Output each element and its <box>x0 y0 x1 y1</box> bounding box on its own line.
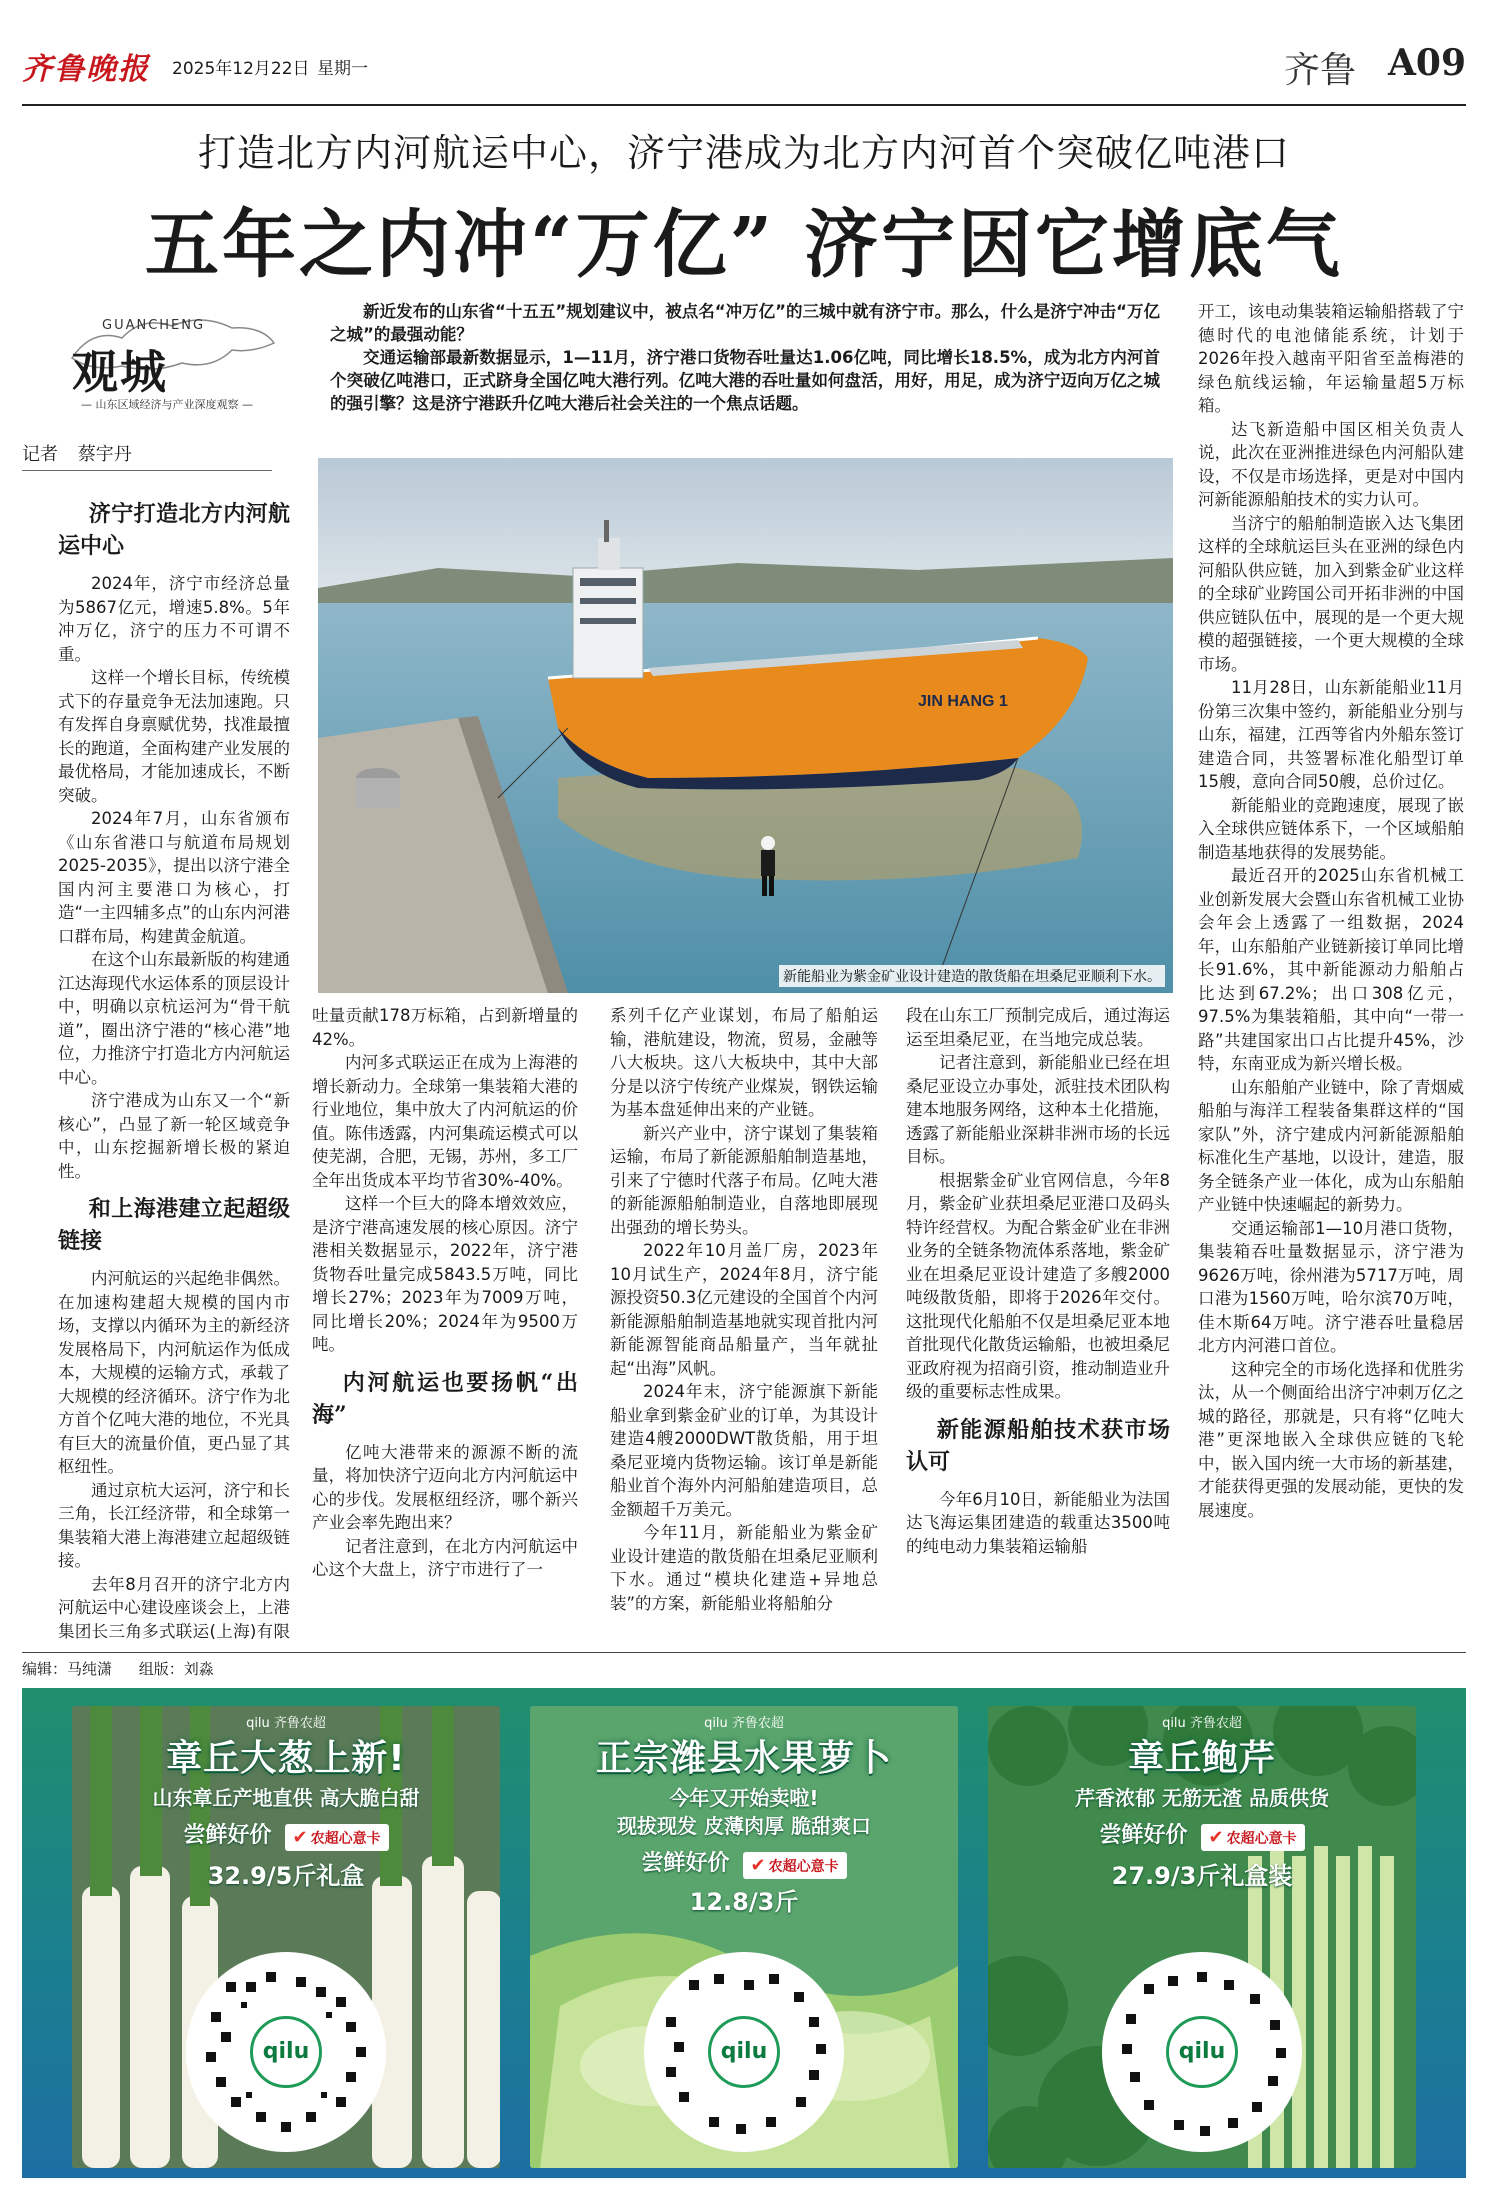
ad-tagline-2: 现拔现发 皮薄肉厚 脆甜爽口 <box>617 1814 871 1838</box>
photo-caption: 新能船业为紫金矿业设计建造的散货船在坦桑尼亚顺利下水。 <box>779 965 1165 987</box>
byline-name: 蔡宇丹 <box>77 444 132 465</box>
ad-brand: qilu 齐鲁农超 <box>1162 1716 1242 1731</box>
ad-price-label: 尝鲜好价 <box>183 1823 272 1848</box>
article-column-1 <box>58 488 290 1642</box>
section-heading: 内河航运也要扬帆“出海” <box>312 1369 578 1428</box>
qr-center-logo <box>250 2016 322 2088</box>
byline <box>22 440 272 471</box>
paragraph: 11月28日，山东新能船业11月份第三次集中签约，新能船业分别与山东，福建，江西等省内外船东签订建造合同，共签署标准化船型订单15艘，意向合同50艘，总价过亿。 <box>1198 678 1464 791</box>
paragraph: 吐量贡献178万标箱，占到新增量的42%。 <box>312 1006 578 1049</box>
issue-weekday: 星期一 <box>317 59 368 79</box>
ad-title: 章丘大葱上新! <box>166 1738 406 1779</box>
column-logo-latin: GUANCHENG <box>102 318 206 333</box>
paragraph: 亿吨大港带来的源源不断的流量，将加快济宁迈向北方内河航运中心的步伐。发展枢纽经济，哪个新兴产业会率先跑出来？ <box>312 1442 578 1532</box>
paragraph: 新能船业的竞跑速度，展现了嵌入全球供应链体系下，一个区域船舶制造基地获得的发展势能。 <box>1198 795 1464 862</box>
ship-illustration <box>318 458 1173 993</box>
ad-card-scallion[interactable] <box>72 1706 500 2168</box>
paragraph: 开工，该电动集装箱运输船搭载了宁德时代的电池储能系统，计划于2026年投入越南平阳省至盖梅港的绿色航线运输，年运输量超5万标箱。 <box>1198 302 1464 415</box>
paragraph: 最近召开的2025山东省机械工业创新发展大会暨山东省机械工业协会年会上透露了一组数据，2024年，山东船舶产业链新接订单同比增长91.6%，其中新能源动力船舶占比达到67.2%；出口308亿元，97.5%为集装箱船，其中向“一带一路”共建国家出口占比提升45%，沙特，东南亚成为新兴增长极。 <box>1198 866 1464 1073</box>
ad-brand: qilu 齐鲁农超 <box>704 1716 784 1731</box>
paragraph: 2022年10月盖厂房，2023年10月试生产，2024年8月，济宁能源投资50.3亿元建设的全国首个内河新能源船舶制造基地就实现首批内河新能源智能商品船量产，当年就扯起“出海”风帆。 <box>610 1241 878 1378</box>
issue-date: 2025年12月22日 <box>172 59 310 79</box>
page-header <box>22 40 1466 100</box>
qr-code-icon[interactable] <box>1102 1952 1302 2152</box>
qr-logo-text: qilu <box>262 2039 310 2064</box>
qr-logo-text: qilu <box>1178 2039 1226 2064</box>
paragraph: 今年11月，新能船业为紫金矿业设计建造的散货船在坦桑尼亚顺利下水。通过“模块化建造+异地总装”的方案，新能船业将船舶分 <box>610 1523 878 1613</box>
column-logo-tagline: — 山东区域经济与产业深度观察 — <box>81 398 253 411</box>
byline-label: 记者 <box>22 444 58 465</box>
editor-credit: 编辑：马纯潇 <box>22 1660 113 1678</box>
paragraph: 2024年7月，山东省颁布《山东省港口与航道布局规划2025-2035》，提出以济宁港全国内河主要港口为核心，打造“一主四辅多点”的山东内河港口群布局，构建黄金航道。 <box>58 809 290 946</box>
ad-tagline: 芹香浓郁 无筋无渣 品质供货 <box>1075 1786 1329 1810</box>
section-heading: 和上海港建立起超级链接 <box>58 1196 290 1254</box>
ad-badge-text: 农超心意卡 <box>310 1831 381 1847</box>
paragraph: 通过京杭大运河，济宁和长三角，长江经济带，和全球第一集装箱大港上海港建立起超级链接。 <box>58 1480 290 1570</box>
lead-paragraph: 新近发布的山东省“十五五”规划建议中，被点名“冲万亿”的三城中就有济宁市。那么，什么是济宁冲击“万亿之城”的最强动能？ <box>330 302 1160 344</box>
ad-card-celery[interactable] <box>988 1706 1416 2168</box>
paragraph: 这样一个增长目标，传统模式下的存量竞争无法加速跑。只有发挥自身禀赋优势，找准最擅长的跑道，全面构建产业发展的最优格局，才能加速成长，不断突破。 <box>58 668 290 805</box>
paragraph: 段在山东工厂预制完成后，通过海运运至坦桑尼亚，在当地完成总装。 <box>906 1006 1170 1049</box>
check-icon: ✔ <box>750 1855 766 1876</box>
ad-tagline: 山东章丘产地直供 高大脆白甜 <box>152 1786 420 1810</box>
ad-brand: qilu 齐鲁农超 <box>246 1716 326 1731</box>
qr-code-icon[interactable] <box>644 1952 844 2152</box>
ad-badge <box>743 1852 847 1879</box>
paragraph: 达飞新造船中国区相关负责人说，此次在亚洲推进绿色内河船队建设，不仅是市场选择，更是对中国内河新能源船舶技术的实力认可。 <box>1198 419 1464 509</box>
ad-badge <box>1201 1824 1305 1851</box>
ad-price-row <box>988 1818 1416 1851</box>
ad-card-radish[interactable] <box>530 1706 958 2168</box>
paragraph: 内河航运的兴起绝非偶然。在加速构建超大规模的国内市场，支撑以内循环为主的新经济发展格局下，内河航运作为低成本，大规模的运输方式，承载了大规模的经济循环。济宁作为北方首个亿吨大港的地位，不光具有巨大的流量价值，更凸显了其枢纽性。 <box>58 1269 290 1476</box>
article-column-2 <box>312 1004 578 1642</box>
ad-price-label: 尝鲜好价 <box>1099 1823 1188 1848</box>
paragraph: 这样一个巨大的降本增效效应，是济宁港高速发展的核心原因。济宁港相关数据显示，2022年，济宁港货物吞吐量完成5843.5万吨，同比增长27%；2023年为7009万吨，同比增长20%；2024年为9500万吨。 <box>312 1194 578 1354</box>
paragraph: 在这个山东最新版的构建通江达海现代水运体系的顶层设计中，明确以京杭运河为“骨干航道”，圈出济宁港的“核心港”地位，力推济宁打造北方内河航运中心。 <box>58 950 290 1087</box>
column-logo <box>22 300 312 420</box>
paragraph: 2024年末，济宁能源旗下新能船业拿到紫金矿业的订单，为其设计建造4艘2000DWT散货船，用于坦桑尼亚境内货物运输。该订单是新能船业首个海外内河船舶建造项目，总金额超千万美元。 <box>610 1382 878 1519</box>
ship-photo <box>318 458 1173 993</box>
paragraph: 记者注意到，新能船业已经在坦桑尼亚设立办事处，派驻技术团队构建本地服务网络，这种本土化措施，透露了新能船业深耕非洲市场的长远目标。 <box>906 1053 1170 1166</box>
qr-center-logo <box>708 2016 780 2088</box>
ship-name-label: JIN HANG 1 <box>918 693 1008 710</box>
ad-badge-text: 农超心意卡 <box>1226 1831 1297 1847</box>
masthead-logo: 齐鲁晚报 <box>22 52 150 87</box>
ad-price-row <box>72 1818 500 1851</box>
ad-price: 32.9/5斤礼盒 <box>207 1862 365 1890</box>
ad-tagline: 今年又开始卖啦! <box>669 1786 819 1810</box>
ad-title: 章丘鲍芹 <box>1127 1738 1276 1779</box>
qr-logo-text: qilu <box>720 2039 768 2064</box>
ad-price-row <box>530 1846 958 1879</box>
ad-title: 正宗潍县水果萝卜 <box>595 1738 892 1779</box>
paragraph: 这种完全的市场化选择和优胜劣汰，从一个侧面给出济宁冲刺万亿之城的路径，那就是，只有将“亿吨大港”更深地嵌入全球供应链的飞轮中，嵌入国内统一大市场的新基建，才能获得更强的发展动能，更快的发展速度。 <box>1198 1359 1464 1520</box>
paragraph: 根据紫金矿业官网信息，今年8月，紫金矿业获坦桑尼亚港口及码头特许经营权。为配合紫金矿业在非洲业务的全链条物流体系落地，紫金矿业在坦桑尼亚设计建造了多艘2000吨级散货船，即将于2026年交付。这批现代化船舶不仅是坦桑尼亚本地首批现代化散货运输船，也被坦桑尼亚政府视为招商引资，推动制造业升级的重要标志性成果。 <box>906 1170 1170 1401</box>
section-heading: 新能源船舶技术获市场认可 <box>906 1416 1170 1475</box>
paragraph: 系列千亿产业谋划，布局了船舶运输，港航建设，物流，贸易，金融等八大板块。这八大板块中，其中大部分是以济宁传统产业煤炭，钢铁运输为基本盘延伸出来的产业链。 <box>610 1006 878 1119</box>
layout-credit: 组版：刘淼 <box>138 1660 214 1678</box>
ad-band <box>22 1688 1466 2178</box>
header-divider <box>22 104 1466 106</box>
article-column-4 <box>906 1004 1170 1642</box>
paragraph: 山东船舶产业链中，除了青烟威船舶与海洋工程装备集群这样的“国家队”外，济宁建成内河新能源船舶标准化生产基地，以设计，建造，服务全链条产业一体化，成为山东船舶产业链中快速崛起的新势力。 <box>1198 1077 1464 1214</box>
section-heading: 济宁打造北方内河航运中心 <box>58 501 290 559</box>
footer-divider <box>22 1652 1466 1653</box>
article-column-3 <box>610 1004 878 1642</box>
qr-code-icon[interactable] <box>186 1952 386 2152</box>
section-name: 齐鲁 <box>1283 50 1356 91</box>
ad-badge <box>285 1824 389 1851</box>
page-number: A09 <box>1387 42 1466 84</box>
qr-center-logo <box>1166 2016 1238 2088</box>
ad-badge-text: 农超心意卡 <box>768 1859 839 1875</box>
paragraph: 济宁港成为山东又一个“新核心”，凸显了新一轮区域竞争中，山东挖掘新增长极的紧迫性。 <box>58 1091 290 1181</box>
paragraph: 当济宁的船舶制造嵌入达飞集团这样的全球航运巨头在亚洲的绿色内河船队供应链，加入到紫金矿业这样的全球矿业跨国公司开拓非洲的中国供应链队伍中，展现的是一个更大规模的超强链接，一个更大规模的全球市场。 <box>1198 513 1464 674</box>
check-icon: ✔ <box>1208 1827 1224 1848</box>
article-headline: 五年之内冲“万亿” 济宁因它增底气 <box>145 202 1343 288</box>
article-lead <box>330 300 1160 415</box>
footer-credits <box>22 1658 236 1679</box>
ad-price-label: 尝鲜好价 <box>641 1851 730 1876</box>
paragraph: 今年6月10日，新能船业为法国达飞海运集团建造的载重达3500吨的纯电动力集装箱运输船 <box>906 1489 1170 1556</box>
paragraph: 记者注意到，在北方内河航运中心这个大盘上，济宁市进行了一 <box>312 1536 578 1579</box>
paragraph: 交通运输部1—10月港口货物，集装箱吞吐量数据显示，济宁港为9626万吨，徐州港为5717万吨，周口港为1560万吨，哈尔滨70万吨，佳木斯64万吨。济宁港吞吐量稳居北方内河港口首位。 <box>1198 1218 1464 1355</box>
paragraph: 内河多式联运正在成为上海港的增长新动力。全球第一集装箱大港的行业地位，集中放大了内河航运的价值。陈伟透露，内河集疏运模式可以使芜湖，合肥，无锡，苏州，多工厂全年出货成本平均节省30%-40%。 <box>312 1053 578 1190</box>
check-icon: ✔ <box>292 1827 308 1848</box>
paragraph: 新兴产业中，济宁谋划了集装箱运输，布局了新能源船舶制造基地，引来了宁德时代落子布局。亿吨大港的新能源船舶制造业，自落地即展现出强劲的增长势头。 <box>610 1123 878 1237</box>
ad-price: 27.9/3斤礼盒装 <box>1111 1862 1293 1890</box>
article-column-5 <box>1198 300 1464 1642</box>
paragraph: 2024年，济宁市经济总量为5867亿元，增速5.8%。5年冲万亿，济宁的压力不可谓不重。 <box>58 574 290 664</box>
ad-price: 12.8/3斤 <box>689 1888 799 1916</box>
column-logo-name: 观城 <box>72 345 168 399</box>
paragraph: 去年8月召开的济宁北方内河航运中心建设座谈会上，上港集团长三角多式联运(上海)有限 <box>58 1574 290 1641</box>
article-subtitle: 打造北方内河航运中心，济宁港成为北方内河首个突破亿吨港口 <box>197 131 1290 175</box>
lead-paragraph: 交通运输部最新数据显示，1—11月，济宁港口货物吞吐量达1.06亿吨，同比增长18.5%，成为北方内河首个突破亿吨港口，正式跻身全国亿吨大港行列。亿吨大港的吞吐量如何盘活，用好，用足，成为济宁迈向万亿之城的强引擎？这是济宁港跃升亿吨大港后社会关注的一个焦点话题。 <box>330 348 1160 413</box>
